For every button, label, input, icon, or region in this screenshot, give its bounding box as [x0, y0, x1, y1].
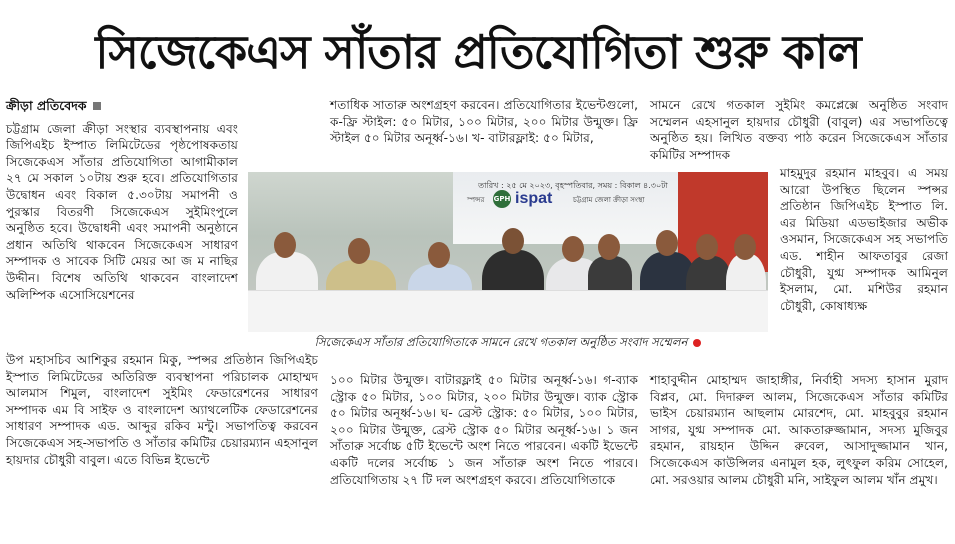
column-3-bottom [650, 372, 948, 488]
caption-text: সিজেকেএস সাঁতার প্রতিযোগিতাকে সামনে রেখে গতকাল অনুষ্ঠিত সংবাদ সম্মেলন [314, 335, 688, 349]
banner-sponsor-label: স্পন্সর [467, 196, 485, 204]
events-paragraph-continued: ১০০ মিটার উন্মুক্ত। বাটারফ্লাই ৫০ মিটার অনূর্ধ্ব-১৬। গ-ব্যাক স্ট্রোক ৫০ মিটার, ১০০ মিটার, ২০০ মিটার উন্মুক্ত। ব্যাক স্ট্রোক ৫০ মিটার অনূর্ধ্ব-১৬। ঘ- ব্রেস্ট স্ট্রোক: ৫০ মিটার, ১০০ মিটার, ২০০ মিটার উন্মুক্ত, ব্রেস্ট স্ট্রোক ৫০ মিটার অনূর্ধ্ব-১৬। ১ জন সাঁতারু সর্বোচ্চ ৫টি ইভেন্টে অংশ নিতে পারবেন। একটি ইভেন্টে একটি দলের সর্বোচ্চ ১ জন সাঁতারু অংশ নিতে পারবে। প্রতিযোগিতায় ২৭ টি দল অংশগ্রহণ করবে। প্রতিযোগিতাকে [330, 373, 638, 487]
banner-organizer: চট্টগ্রাম জেলা ক্রীড়া সংস্থা [573, 196, 645, 204]
byline [6, 98, 238, 115]
column-2-bottom [330, 372, 638, 488]
person-3-head [428, 242, 450, 268]
person-6-head [598, 234, 620, 260]
column-2-top [330, 97, 638, 147]
person-5-head [562, 236, 584, 262]
attendees-paragraph: মাহমুদুর রহমান মাহবুব। এ সময় আরো উপস্থিত ছিলেন স্পন্সর প্রতিষ্ঠান জিপিএইচ ইস্পাত লি. এর মিডিয়া এডভাইজার অভীক ওসমান, সিজেকেএস সহ সভাপতি এড. শাহীন আফতাবুর রেজা চৌধুরী, যুগ্ম সম্পাদক আমিনুল ইসলাম, মো. মশিউর রহমান চৌধুরী, কোষাধ্যক্ষ [780, 166, 948, 313]
press-conference-photo [248, 172, 768, 332]
column-3-side [780, 165, 948, 314]
attendees-paragraph-continued: শাহাবুদ্দীন মোহাম্মদ জাহাঙ্গীর, নির্বাহী সদস্য হাসান মুরাদ বিপ্লব, মো. দিদারুল আলম, সিজেকেএস সাঁতার কমিটির ভাইস চেয়ারম্যান আছলাম মোরশেদ, মো. মাহবুবুর রহমান সাগর, যুগ্ম সম্পাদক মো. আকতারুজ্জামান, সদস্য মুজিবুর রহমান, রায়হান উদ্দিন রুবেল, আসাদুজ্জামান খান, সিজেকেএস কাউন্সিলর এনামুল হক, লুৎফুল করিম সোহেল, মো. সরওয়ার আলম চৌধুরী মনি, সাইফুল আলম খাঁন প্রমুখ। [650, 373, 948, 487]
ispat-logo: ispat [515, 190, 553, 207]
headline: সিজেকেএস সাঁতার প্রতিযোগিতা শুরু কাল [95, 25, 861, 79]
person-7-head [656, 230, 678, 256]
square-bullet-icon [93, 102, 101, 110]
paragraph-1: চট্টগ্রাম জেলা ক্রীড়া সংস্থার ব্যবস্থাপনায় এবং জিপিএইচ ইস্পাত লিমিটেডের পৃষ্ঠপোষকতায় সিজেকেএস সাঁতার প্রতিযোগিতা আগামীকাল ২৭ মে সকাল ১০টায় শুরু হবে। প্রতিযোগিতার উদ্বোধন এবং বিকাল ৫.৩০টায় সমাপনী ও পুরস্কার বিতরণী সিজেকেএস সুইমিংপুলে অনুষ্ঠিত হবে। উদ্বোধনী এবং সমাপনী অনুষ্ঠানে প্রধান অতিথি থাকবেন সিজেকেএস সাধারণ সম্পাদক ও সাবেক সিটি মেয়র আ জ ম নাছির উদ্দীন। বিশেষ অতিথি থাকবেন বাংলাদেশ অলিম্পিক এসোসিয়েশনের [6, 121, 238, 302]
person-8-head [696, 234, 718, 260]
column-1 [6, 98, 238, 303]
person-9-head [734, 234, 756, 260]
banner-date: তারিখ : ২৫ মে ২০২৩, বৃহস্পতিবার, সময় : বিকাল ৪.৩০টা [478, 181, 668, 190]
gph-logo: GPH [493, 190, 511, 208]
conference-table [248, 290, 768, 332]
events-paragraph: শতাধিক সাতারু অংশগ্রহণ করবেন। প্রতিযোগিতার ইভেন্টগুলো, ক-ফ্রি স্টাইল: ৫০ মিটার, ১০০ মিটার, ২০০ মিটার উন্মুক্ত। ফ্রি স্টাইল ৫০ মিটার অনূর্ধ্ব-১৬। খ- বাটারফ্লাই: ৫০ মিটার, [330, 98, 638, 146]
event-banner [453, 172, 693, 244]
person-4-head [502, 228, 524, 254]
person-1-head [274, 232, 296, 258]
byline-text: ক্রীড়া প্রতিবেদক [6, 98, 87, 113]
red-dot-icon [693, 339, 701, 347]
column-3-top [650, 97, 948, 163]
column-1-continued [6, 352, 318, 468]
person-2-head [348, 238, 370, 264]
press-conference-paragraph: সামনে রেখে গতকাল সুইমিং কমপ্লেক্সে অনুষ্ঠিত সংবাদ সম্মেলন এহসানুল হায়দার চৌধুরী (বাবুল) এর সভাপতিত্বে অনুষ্ঠিত হয়। লিখিত বক্তব্য পাঠ করেন সিজেকেএস সাঁতার কমিটির সম্পাদক [650, 98, 948, 162]
paragraph-1-continued: উপ মহাসচিব আশিকুর রহমান মিকু, স্পন্সর প্রতিষ্ঠান জিপিএইচ ইস্পাত লিমিটেডের অতিরিক্ত ব্যবস্থাপনা পরিচালক মোহাম্মদ আলমাস শিমুল, বাংলাদেশ সুইমিং ফেডারেশনের সাধারণ সম্পাদক এম বি সাইফ ও বাংলাদেশ অ্যাথলেটিক ফেডারেশনের সাধারণ সম্পাদক এড. আব্দুর রকিব মন্টু। সভাপতিত্ব করবেন সিজেকেএস সহ-সভাপতি ও সাঁতার কমিটির চেয়ারম্যান এহসানুল হায়দার চৌধুরী বাবুল। এতে বিভিন্ন ইভেন্টে [6, 353, 318, 467]
photo-caption [248, 333, 768, 351]
